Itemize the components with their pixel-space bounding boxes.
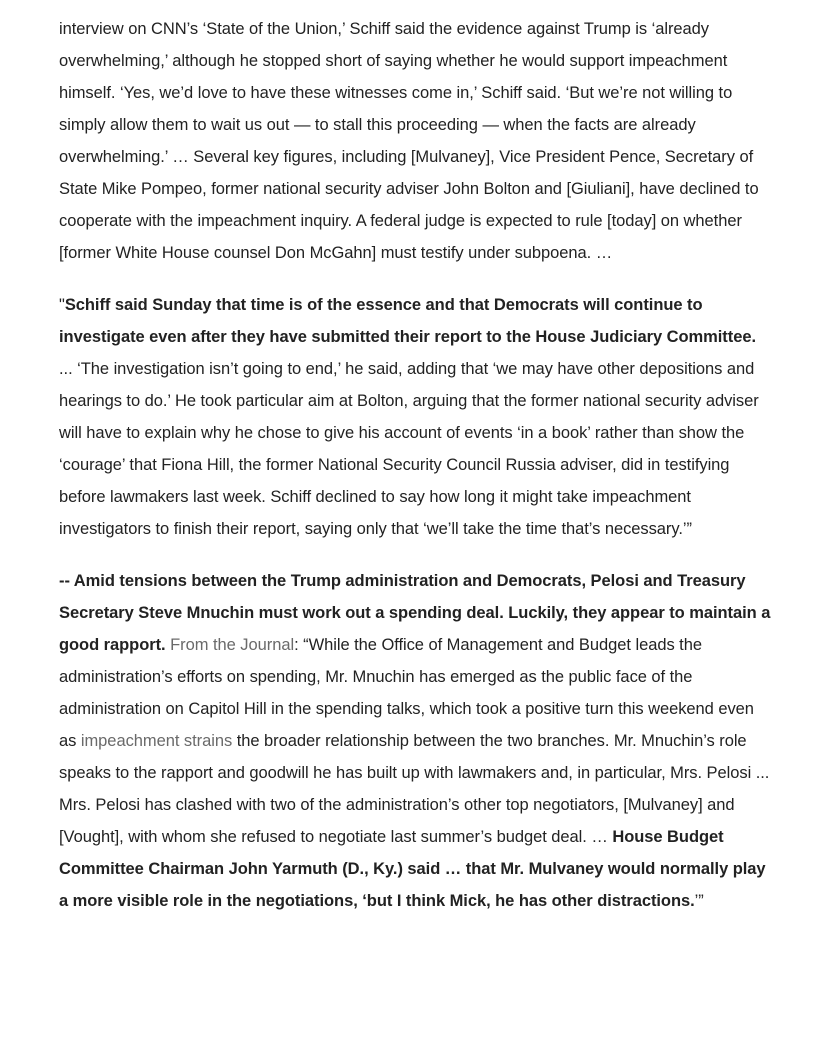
bold-lead: -- Amid tensions between the Trump administration and Democrats, Pelosi and Treasury Secretary Steve Mnuchin must work out a spending deal. Luckily, they appear to maintain a good rapport. <box>59 572 771 654</box>
link-from-the-journal[interactable]: From the Journal <box>170 636 295 654</box>
link-impeachment-strains[interactable]: impeachment strains <box>80 732 233 750</box>
paragraph-text: interview on CNN’s ‘State of the Union,’ Schiff said the evidence against Trump is ‘already overwhelming,’ although he stopped short of saying whether he would support impeachment himself. ‘Yes, we’d love to have these witnesses come in,’ Schiff said. ‘But we’re not willing to simply allow them to wait us out — to stall this proceeding — when the facts are already overwhelming.’ … Several key figures, including [Mulvaney], Vice President Pence, Secretary of State Mike Pompeo, former national security adviser John Bolton and [Giuliani], have declined to cooperate with the impeachment inquiry. A federal judge is expected to rule [today] on whether [former White House counsel Don McGahn] must testify under subpoena. … <box>59 20 759 262</box>
paragraph-schiff-cnn <box>59 13 771 269</box>
paragraph-text: ... ‘The investigation isn’t going to end,’ he said, adding that ‘we may have other depositions and hearings to do.’ He took particular aim at Bolton, arguing that the former national security adviser will have to explain why he chose to give his account of events ‘in a book’ rather than show the ‘courage’ that Fiona Hill, the former National Security Council Russia adviser, did in testifying before lawmakers last week. Schiff declined to say how long it might take impeachment investigators to finish their report, saying only that ‘we’ll take the time that’s necessary.’” <box>59 360 759 538</box>
paragraph-text: : “While the Office of Management and Budget leads the administration’s efforts on spending, Mr. Mnuchin has emerged as the public face of the administration on Capitol Hill in the spending talks, which took a positive turn this weekend even as <box>59 636 754 750</box>
article-body <box>59 13 771 937</box>
bold-lead: Schiff said Sunday that time is of the essence and that Democrats will continue to investigate even after they have submitted their report to the House Judiciary Committee. <box>59 296 756 346</box>
open-quote: " <box>59 296 65 314</box>
paragraph-text: the broader relationship between the two branches. Mr. Mnuchin’s role speaks to the rapport and goodwill he has built up with lawmakers and, in particular, Mrs. Pelosi ... Mrs. Pelosi has clashed with two of the administration’s other top negotiators, [Mulvaney] and [Vought], with whom she refused to negotiate last summer’s budget deal. … <box>59 732 770 846</box>
paragraph-pelosi-mnuchin <box>59 565 771 917</box>
close-quote: ’” <box>694 892 704 910</box>
paragraph-schiff-sunday <box>59 289 771 545</box>
bold-tail: House Budget Committee Chairman John Yarmuth (D., Ky.) said … that Mr. Mulvaney would normally play a more visible role in the negotiations, ‘but I think Mick, he has other distractions. <box>59 828 766 910</box>
